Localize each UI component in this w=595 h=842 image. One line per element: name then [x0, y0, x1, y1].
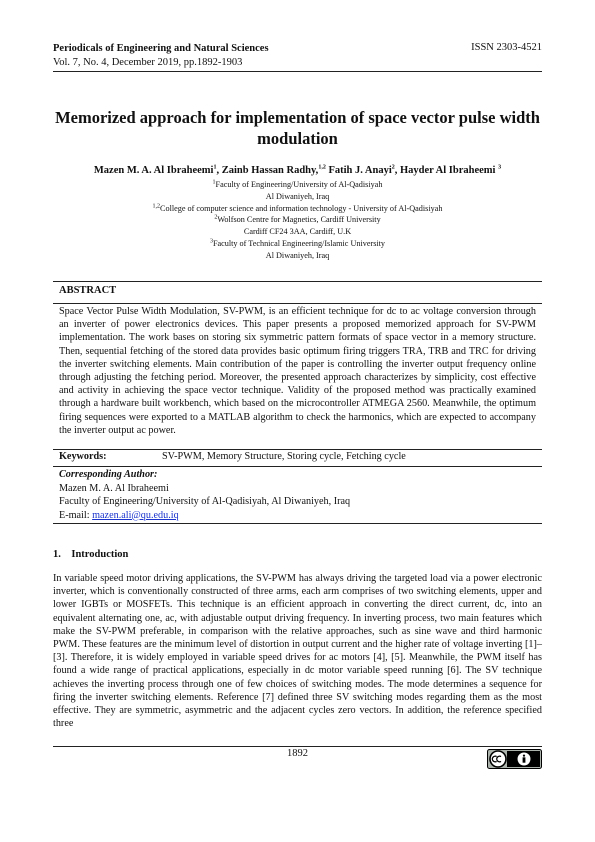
author-sup: 1: [213, 164, 217, 171]
abstract-block: [53, 283, 542, 524]
affiliation-text: Wolfson Centre for Magnetics, Cardiff University: [217, 215, 381, 225]
section-title: Introduction: [71, 549, 129, 560]
author-sup: 2: [391, 164, 395, 171]
corresponding-email-line: [59, 509, 536, 523]
affiliation-line: [53, 191, 542, 203]
abstract-bottom-rule: [53, 523, 542, 524]
abstract-text: Space Vector Pulse Width Modulation, SV-PWM, is an efficient technique for dc to ac voltage conversion through an inverter of power electronics devices. This paper presents a proposed memorized approach for SV-PWM implementation. The work bases on storing six symmetric pattern formats of space vector in a memory structure. Then, sequential fetching of the stored data provides basic optimum firing triggers TRA, TRB and TRC for driving the inverter switching elements. Main contribution of the paper is controlling the inverter output frequency online through adjusting the fetching period. Moreover, the presented approach characterizes by simplicity, cost effective and activity in achieving the space vector technique. Validity of the proposed method was practically examined through a hardware built workbench, which based on the microcontroller ATMEGA 2560. Meanwhile, the optimum firing sequences were exported to a MATLAB algorithm to check the harmonics, which are expected to accompany the inverter output ac power.: [59, 306, 536, 436]
affiliation-sup: 1,2: [152, 202, 161, 209]
introduction-text: In variable speed motor driving applications, the SV-PWM has always driving the targeted load via a power electronic inverter, which is conventionally constructed of three arms, each arm comprises of two switching elements, upper and lower IGBTs or MOSFETs. This technique is an efficient approach in converting the direct current, dc, into an equivalent alternating one, ac, with adjustable output driving frequency. In inverting process, two main features which make the SV-PWM preferable, in comparison with the relative approaches, such as sine wave and third harmonic PWM. These features are the minimum level of distortion in output current and the higher rate of voltage inverting [1]–[3]. Therefore, it is widely employed in variable speed drives for ac motors [4], [5]. Meanwhile, the PWM itself has found a wide range of practical applications, especially in dc motor variable speed running [6]. The SV technique achieves the inverting process through one of few choices of switching modes. The mode determines a sequence for firing the inverter switching elements. Reference [7] defined three SV switching modes regarding them as the most effective. They are symmetric, asymmetric and the adjacent cycles zero vectors. In addition, the reference specified three: [53, 573, 542, 730]
email-link[interactable]: mazen.ali@qu.edu.iq: [92, 509, 179, 521]
affiliation-text: Al Diwaniyeh, Iraq: [265, 191, 330, 201]
affiliation-sup: 2: [214, 214, 218, 221]
affiliations: [53, 179, 542, 262]
affiliation-line: [53, 214, 542, 226]
footer-rule: [53, 746, 542, 747]
email-label: E-mail:: [59, 509, 90, 521]
paper-title: Memorized approach for implementation of space vector pulse width modulation: [55, 108, 540, 148]
header-rule: [53, 71, 542, 72]
affiliation-line: [53, 179, 542, 191]
issn: ISSN 2303-4521: [471, 42, 542, 53]
journal-name: Periodicals of Engineering and Natural Sciences: [53, 43, 269, 54]
author-sup: 1,2: [318, 164, 326, 171]
affiliation-text: Cardiff CF24 3AA, Cardiff, U.K: [243, 227, 352, 237]
author-name: Zainb Hassan Radhy,: [221, 165, 319, 176]
corresponding-author-block: [53, 467, 542, 523]
affiliation-sup: 3: [209, 238, 213, 245]
affiliation-text: Faculty of Technical Engineering/Islamic University: [212, 238, 386, 248]
keywords-value: SV-PWM, Memory Structure, Storing cycle, Fetching cycle: [162, 451, 406, 462]
abstract-top-rule: [53, 281, 542, 282]
affiliation-text: Al Diwaniyeh, Iraq: [265, 250, 330, 260]
author-name: Mazen M. A. Al Ibraheemi: [93, 165, 214, 176]
author-list: Mazen M. A. Al Ibraheemi$^1$, Zainb Hassan Radhy,$^{1,2}$ Fatih J. Anayi$^2$, Hayder Al Ibraheemi $^3$: [93, 164, 502, 176]
affiliation-line: [53, 250, 542, 262]
keywords-row: [53, 450, 542, 466]
volume-info: Vol. 7, No. 4, December 2019, pp.1892-1903: [53, 56, 243, 68]
author-name: Hayder Al Ibraheemi: [400, 165, 496, 176]
affiliation-line: [53, 238, 542, 250]
author-name: Fatih J. Anayi: [328, 165, 392, 176]
corresponding-heading: Corresponding Author:: [59, 469, 158, 480]
section-heading: [53, 549, 128, 560]
keywords-label: Keywords:: [59, 451, 107, 462]
corresponding-name: Mazen M. A. Al Ibraheemi: [59, 482, 169, 494]
abstract-heading: ABSTRACT: [59, 285, 117, 296]
author-sup: 3: [498, 164, 502, 171]
affiliation-text: Faculty of Engineering/University of Al-Qadisiyah: [215, 180, 383, 189]
section-number: 1.: [53, 549, 61, 560]
page-number: 1892: [287, 748, 308, 759]
cc-by-license-icon: [487, 749, 542, 769]
corresponding-affiliation: Faculty of Engineering/University of Al-Qadisiyah, Al Diwaniyeh, Iraq: [59, 496, 351, 507]
running-header: [53, 42, 269, 69]
affiliation-text: College of computer science and information technology - University of Al-Qadisiyah: [160, 203, 443, 213]
affiliation-sup: 1: [212, 179, 216, 186]
affiliation-line: [53, 226, 542, 238]
affiliation-line: [53, 203, 542, 215]
